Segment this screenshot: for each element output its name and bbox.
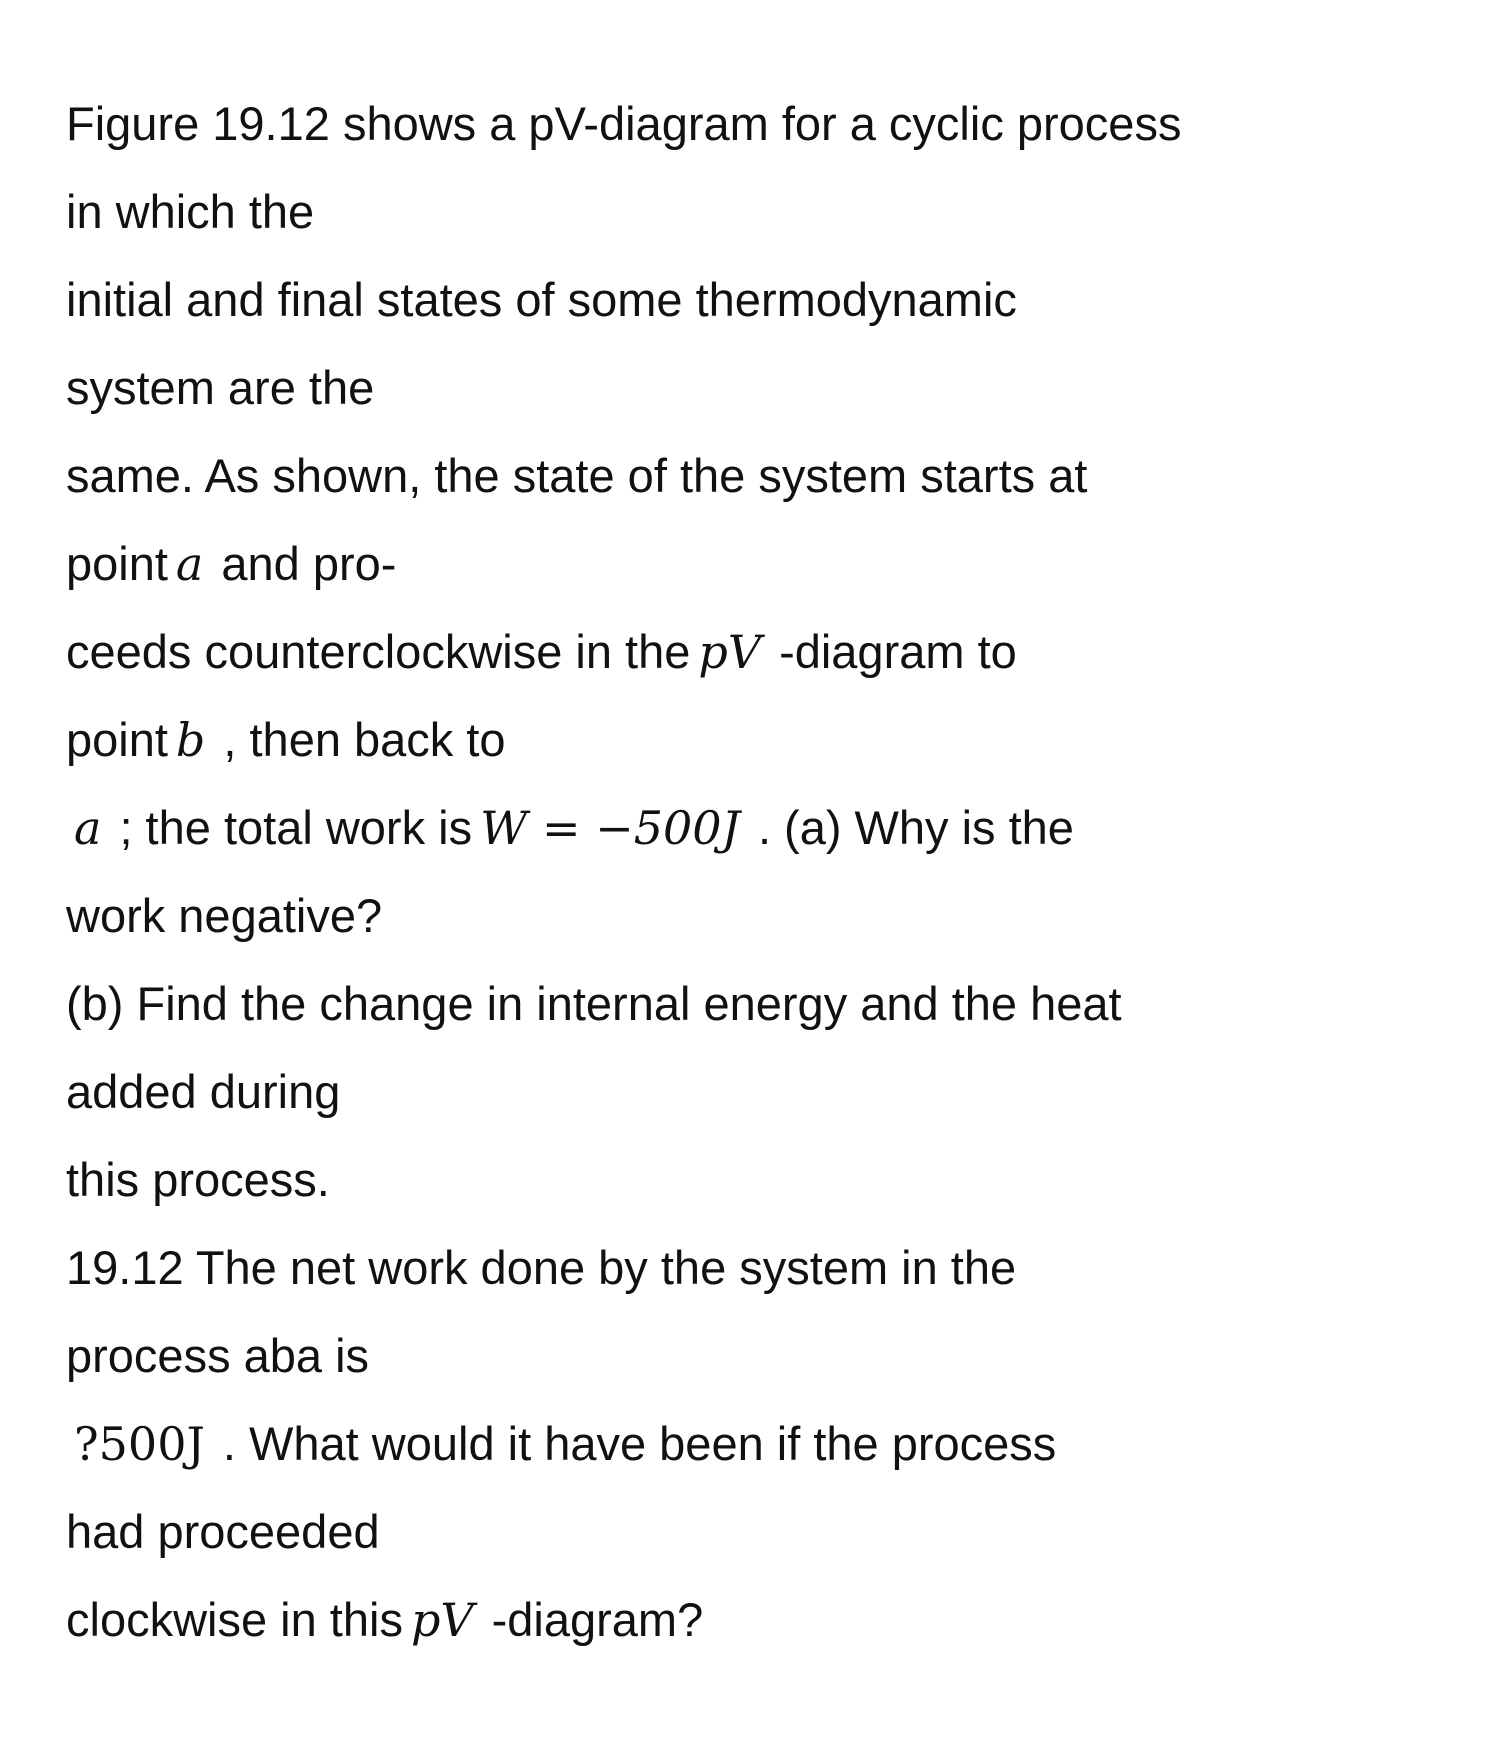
text-span: point xyxy=(66,537,168,590)
text-line xyxy=(66,1488,1446,1576)
text-line xyxy=(66,608,1446,696)
text-span: 19.12 The net work done by the system in the xyxy=(66,1241,1017,1294)
text-span: added during xyxy=(66,1065,341,1118)
text-line xyxy=(66,1048,1446,1136)
text-line xyxy=(66,1400,1446,1488)
text-span: , then back to xyxy=(223,713,506,766)
text-line xyxy=(66,80,1446,168)
text-line xyxy=(66,1224,1446,1312)
text-span: ceeds counterclockwise in the xyxy=(66,625,691,678)
text-line xyxy=(66,1136,1446,1224)
text-line xyxy=(66,872,1446,960)
text-span: -diagram? xyxy=(491,1593,704,1646)
text-line xyxy=(66,256,1446,344)
text-line xyxy=(66,520,1446,608)
text-span: same. As shown, the state of the system starts at xyxy=(66,449,1088,502)
math-symbol: pV xyxy=(410,1593,474,1647)
text-span: . (a) Why is the xyxy=(757,801,1074,854)
text-line xyxy=(66,168,1446,256)
text-line xyxy=(66,960,1446,1048)
text-span: Figure 19.12 shows a pV-diagram for a cyclic process xyxy=(66,97,1182,150)
text-line xyxy=(66,1576,1446,1664)
text-span: -diagram to xyxy=(779,625,1017,678)
math-symbol: pV xyxy=(698,625,762,679)
text-span: and pro- xyxy=(221,537,397,590)
math-value: ?500J xyxy=(74,1417,205,1471)
math-symbol: b xyxy=(175,713,206,767)
math-equation: W = −500J xyxy=(480,801,740,855)
text-span: ; the total work is xyxy=(119,801,473,854)
text-span: in which the xyxy=(66,185,315,238)
text-line xyxy=(66,1312,1446,1400)
problem-text xyxy=(66,80,1446,1664)
text-span: had proceeded xyxy=(66,1505,380,1558)
text-span: process aba is xyxy=(66,1329,370,1382)
text-line xyxy=(66,344,1446,432)
text-span: point xyxy=(66,713,168,766)
text-line xyxy=(66,784,1446,872)
text-span: initial and final states of some thermodynamic xyxy=(66,273,1017,326)
text-span: system are the xyxy=(66,361,375,414)
text-line xyxy=(66,432,1446,520)
text-span: this process. xyxy=(66,1153,330,1206)
text-span: work negative? xyxy=(66,889,383,942)
text-span: . What would it have been if the process xyxy=(222,1417,1057,1470)
text-span: clockwise in this xyxy=(66,1593,403,1646)
math-symbol: a xyxy=(175,537,204,591)
text-line xyxy=(66,696,1446,784)
math-symbol: a xyxy=(74,801,102,855)
text-span: (b) Find the change in internal energy and the heat xyxy=(66,977,1122,1030)
